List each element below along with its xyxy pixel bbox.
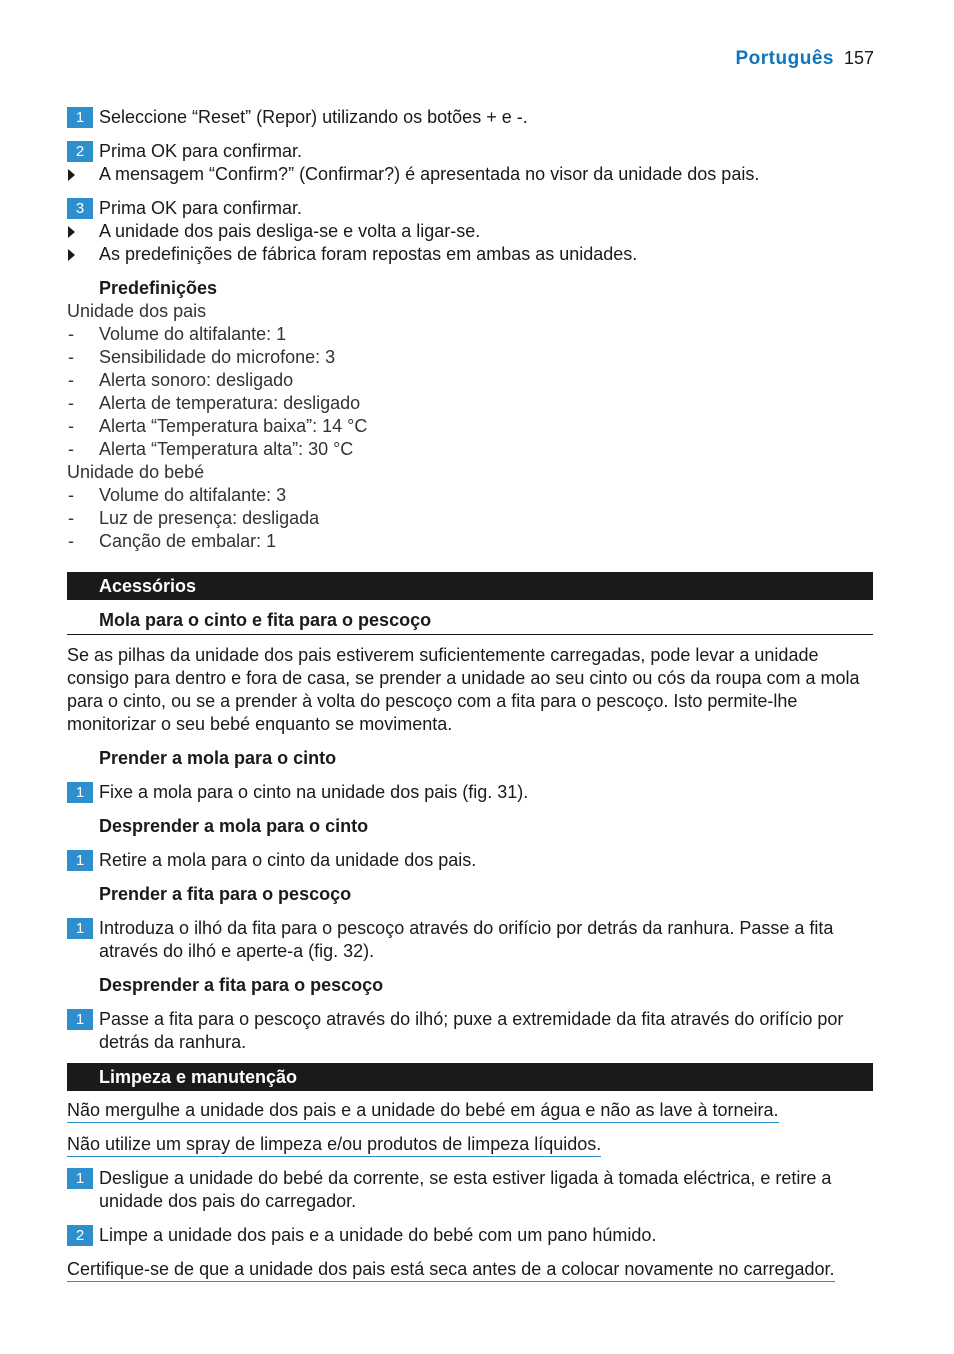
step-text: Limpe a unidade dos pais e a unidade do bebé com um pano húmido. [99,1225,657,1245]
attach-clip-heading: Prender a mola para o cinto [99,748,337,768]
list-item [67,438,873,461]
language-title: Português [735,48,834,69]
list-item-text: Volume do altifalante: 1 [99,324,287,344]
step-text: Prima OK para confirmar. [99,198,303,218]
list-item-text: Sensibilidade do microfone: 3 [99,347,336,367]
step-number-badge: 1 [67,107,93,128]
list-item-text: Volume do altifalante: 3 [99,485,287,505]
detach-clip-step [67,849,873,872]
warning-text: Não utilize um spray de limpeza e/ou produtos de limpeza líquidos. [67,1134,601,1157]
result-text: A mensagem “Confirm?” (Confirmar?) é apresentada no visor da unidade dos pais. [99,164,760,184]
attach-cord-step [67,917,873,963]
list-item [67,507,873,530]
reset-step-3-result-2 [67,243,873,266]
list-item-text: Luz de presença: desligada [99,508,320,528]
attach-clip-step [67,781,873,804]
reset-step-3-result-1 [67,220,873,243]
cleaning-warning-3 [67,1258,873,1281]
step-text: Introduza o ilhó da fita para o pescoço através do orifício por detrás da ranhura. Passe a fita através do ilhó e aperte-a (fig. 32). [99,918,834,961]
warning-text: Não mergulhe a unidade dos pais e a unidade do bebé em água e não as lave à torneira. [67,1100,779,1123]
detach-cord-step [67,1008,873,1054]
step-number-badge: 1 [67,1168,93,1189]
step-number-badge: 3 [67,198,93,219]
step-text: Passe a fita para o pescoço através do ilhó; puxe a extremidade da fita através do orifício por detrás da ranhura. [99,1009,844,1052]
list-item [67,369,873,392]
dash-marker: - [68,439,74,459]
result-arrow-icon [68,169,75,181]
reset-step-3 [67,197,873,220]
baby-unit-label: Unidade do bebé [67,462,205,482]
detach-clip-heading: Desprender a mola para o cinto [99,816,369,836]
section-bar-accessories: Acessórios [67,572,873,600]
dash-marker: - [68,485,74,505]
dash-marker: - [68,347,74,367]
list-item [67,392,873,415]
section-bar-cleaning: Limpeza e manutenção [67,1063,873,1091]
defaults-heading: Predefinições [99,278,218,298]
list-item [67,484,873,507]
page-content [67,106,873,1281]
step-text: Seleccione “Reset” (Repor) utilizando os botões + e -. [99,107,528,127]
dash-marker: - [68,531,74,551]
list-item-text: Alerta “Temperatura alta”: 30 °C [99,439,354,459]
page-header [736,48,875,74]
reset-step-1 [67,106,873,129]
list-item-text: Alerta de temperatura: desligado [99,393,361,413]
result-text: A unidade dos pais desliga-se e volta a ligar-se. [99,221,481,241]
dash-marker: - [68,370,74,390]
step-number-badge: 1 [67,850,93,871]
list-item [67,346,873,369]
cleaning-step-2 [67,1224,873,1247]
list-item-text: Canção de embalar: 1 [99,531,277,551]
cleaning-warning-1 [67,1099,873,1122]
list-item-text: Alerta “Temperatura baixa”: 14 °C [99,416,368,436]
step-text: Prima OK para confirmar. [99,141,303,161]
step-number-badge: 2 [67,1225,93,1246]
warning-text: Certifique-se de que a unidade dos pais está seca antes de a colocar novamente no carregador. [67,1259,835,1282]
dash-marker: - [68,416,74,436]
step-number-badge: 1 [67,782,93,803]
reset-step-2 [67,140,873,163]
step-text: Desligue a unidade do bebé da corrente, se esta estiver ligada à tomada eléctrica, e retire a unidade dos pais do carregador. [99,1168,832,1211]
dash-marker: - [68,393,74,413]
step-number-badge: 2 [67,141,93,162]
result-arrow-icon [68,226,75,238]
step-number-badge: 1 [67,918,93,939]
clip-cord-heading: Mola para o cinto e fita para o pescoço [67,609,873,635]
dash-marker: - [68,508,74,528]
cleaning-step-1 [67,1167,873,1213]
cleaning-warning-2 [67,1133,873,1156]
attach-cord-heading: Prender a fita para o pescoço [99,884,352,904]
accessories-intro: Se as pilhas da unidade dos pais estiverem suficientemente carregadas, pode levar a unidade consigo para dentro e fora de casa, se prender a unidade ao seu cinto ou cós da roupa com a mola para o cinto, ou se a prender à volta do pescoço com a fita para o pescoço. Isto permite-lhe monitorizar o seu bebé enquanto se movimenta. [67,645,860,734]
dash-marker: - [68,324,74,344]
list-item [67,415,873,438]
reset-step-2-result [67,163,873,186]
step-number-badge: 1 [67,1009,93,1030]
list-item-text: Alerta sonoro: desligado [99,370,294,390]
parent-unit-label: Unidade dos pais [67,301,207,321]
detach-cord-heading: Desprender a fita para o pescoço [99,975,384,995]
result-arrow-icon [68,249,75,261]
step-text: Retire a mola para o cinto da unidade dos pais. [99,850,477,870]
step-text: Fixe a mola para o cinto na unidade dos pais (fig. 31). [99,782,529,802]
list-item [67,323,873,346]
page-number: 157 [843,48,874,68]
result-text: As predefinições de fábrica foram repostas em ambas as unidades. [99,244,638,264]
list-item [67,530,873,553]
